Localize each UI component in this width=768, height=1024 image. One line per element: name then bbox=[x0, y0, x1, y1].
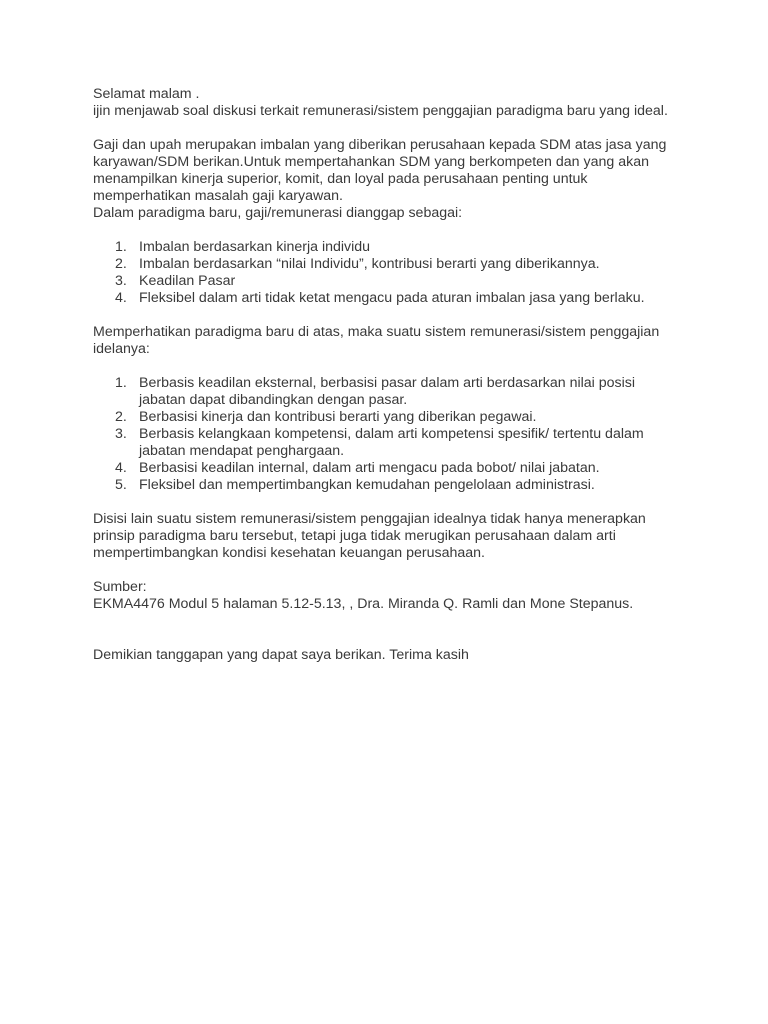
source-label: Sumber: bbox=[93, 579, 147, 595]
paradigm-list bbox=[93, 239, 668, 307]
list-item bbox=[93, 426, 668, 460]
list-number: 1. bbox=[115, 239, 127, 255]
list-item-text: Berbasisi kinerja dan kontribusi berarti yang diberikan pegawai. bbox=[139, 409, 537, 425]
list-item-text: Fleksibel dan mempertimbangkan kemudahan pengelolaan administrasi. bbox=[139, 477, 595, 493]
list-number: 2. bbox=[115, 409, 127, 425]
ideal-system-list bbox=[93, 375, 668, 494]
list-item bbox=[93, 477, 668, 494]
list-item bbox=[93, 290, 668, 307]
document-page bbox=[93, 86, 668, 664]
list-item bbox=[93, 375, 668, 409]
paragraph-salary-definition: Gaji dan upah merupakan imbalan yang diberikan perusahaan kepada SDM atas jasa yang karyawan/SDM berikan.Untuk mempertahankan SDM yang berkompeten dan yang akan menampilkan kinerja superior, komit, dan loyal pada perusahaan penting untuk memperhatikan masalah gaji karyawan. bbox=[93, 137, 667, 204]
paragraph-other-side: Disisi lain suatu sistem remunerasi/sistem penggajian idealnya tidak hanya menerapkan prinsip paradigma baru tersebut, tetapi juga tidak merugikan perusahaan dalam arti mempertimbangkan kondisi kesehatan keuangan perusahaan. bbox=[93, 511, 646, 561]
list-item bbox=[93, 409, 668, 426]
list-item bbox=[93, 239, 668, 256]
list-item bbox=[93, 273, 668, 290]
spacer bbox=[93, 120, 668, 137]
closing-line: Demikian tanggapan yang dapat saya berikan. Terima kasih bbox=[93, 647, 469, 663]
list-number: 1. bbox=[115, 375, 127, 391]
spacer bbox=[93, 613, 668, 647]
intro-line: ijin menjawab soal diskusi terkait remunerasi/sistem penggajian paradigma baru yang ideal. bbox=[93, 103, 668, 119]
list-item-text: Berbasis kelangkaan kompetensi, dalam arti kompetensi spesifik/ tertentu dalam jabatan mendapat penghargaan. bbox=[139, 426, 644, 459]
list-item-text: Berbasisi keadilan internal, dalam arti mengacu pada bobot/ nilai jabatan. bbox=[139, 460, 600, 476]
list-number: 2. bbox=[115, 256, 127, 272]
spacer bbox=[93, 562, 668, 579]
list-number: 3. bbox=[115, 273, 127, 289]
spacer bbox=[93, 494, 668, 511]
list-number: 5. bbox=[115, 477, 127, 493]
list-item-text: Berbasis keadilan eksternal, berbasisi pasar dalam arti berdasarkan nilai posisi jabatan dapat dibandingkan dengan pasar. bbox=[139, 375, 636, 408]
list-number: 4. bbox=[115, 290, 127, 306]
list-item-text: Keadilan Pasar bbox=[139, 273, 236, 289]
list-number: 4. bbox=[115, 460, 127, 476]
spacer bbox=[93, 307, 668, 324]
list-item-text: Imbalan berdasarkan kinerja individu bbox=[139, 239, 371, 255]
spacer bbox=[93, 358, 668, 375]
spacer bbox=[93, 222, 668, 239]
list-number: 3. bbox=[115, 426, 127, 442]
source-text: EKMA4476 Modul 5 halaman 5.12-5.13, , Dra. Miranda Q. Ramli dan Mone Stepanus. bbox=[93, 596, 634, 612]
greeting-line: Selamat malam . bbox=[93, 86, 200, 102]
paragraph-new-paradigm: Dalam paradigma baru, gaji/remunerasi dianggap sebagai: bbox=[93, 205, 463, 221]
paragraph-ideal-system: Memperhatikan paradigma baru di atas, maka suatu sistem remunerasi/sistem penggajian idelanya: bbox=[93, 324, 660, 357]
list-item-text: Imbalan berdasarkan “nilai Individu”, kontribusi berarti yang diberikannya. bbox=[139, 256, 600, 272]
list-item bbox=[93, 460, 668, 477]
list-item bbox=[93, 256, 668, 273]
list-item-text: Fleksibel dalam arti tidak ketat mengacu pada aturan imbalan jasa yang berlaku. bbox=[139, 290, 645, 306]
